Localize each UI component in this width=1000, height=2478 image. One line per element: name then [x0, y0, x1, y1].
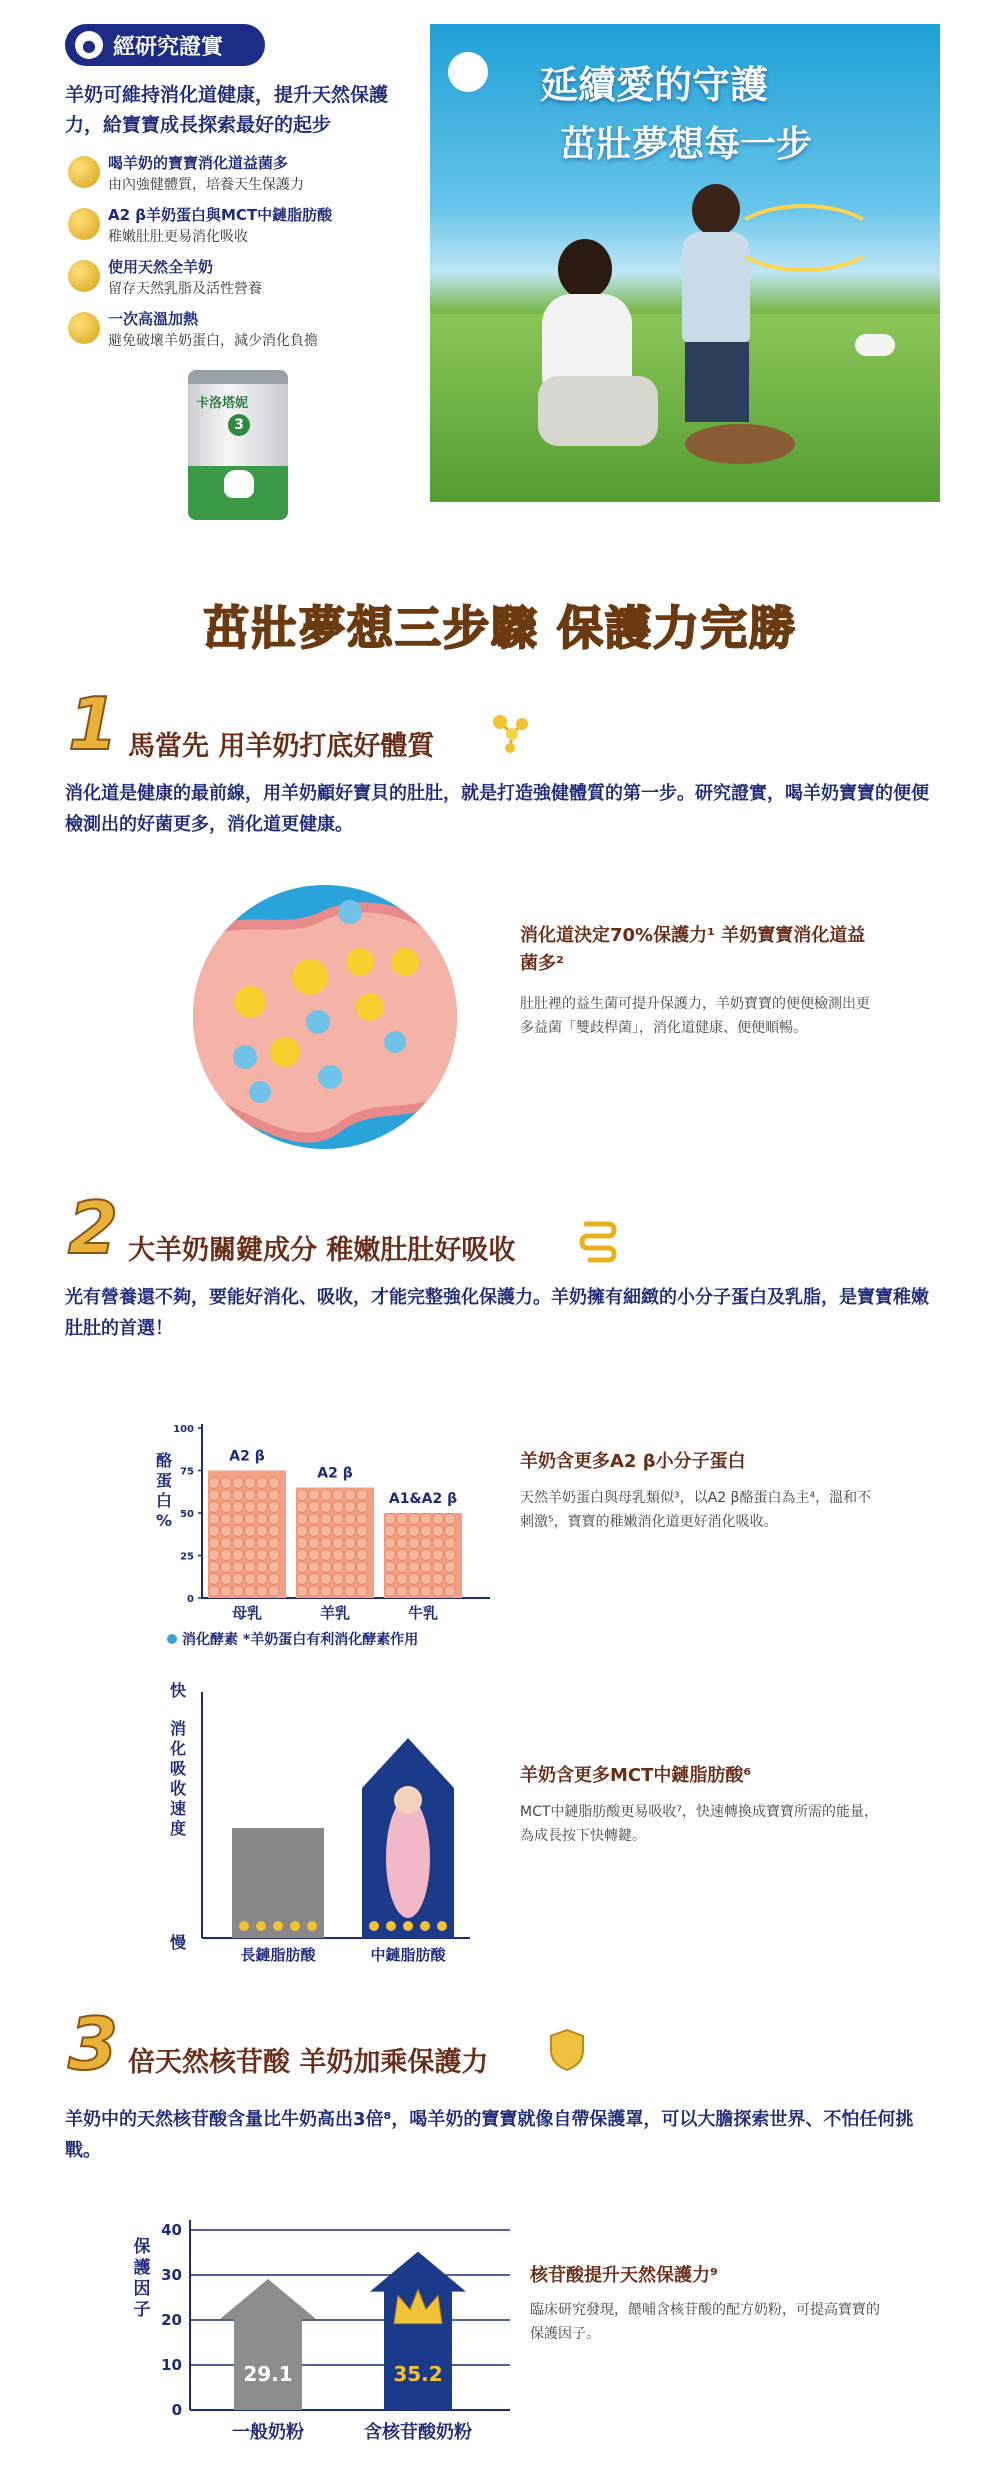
- fat-molecule-dot: [239, 1921, 249, 1931]
- bar-pattern-dot: [321, 1502, 332, 1513]
- bar-pattern-dot: [357, 1574, 368, 1585]
- girl-head: [394, 1786, 422, 1814]
- bar-pattern-dot: [357, 1502, 368, 1513]
- absorption-speed-chart: [150, 1668, 490, 1978]
- bar-pattern-dot: [309, 1574, 320, 1585]
- y-axis-label: 護: [133, 2258, 151, 2278]
- protective-factor-chart: [120, 2190, 520, 2450]
- bar-pattern-dot: [269, 1586, 280, 1597]
- bar-pattern-dot: [409, 1514, 420, 1525]
- bar-pattern-dot: [209, 1490, 220, 1501]
- bar-pattern-dot: [321, 1550, 332, 1561]
- bar-pattern-dot: [309, 1502, 320, 1513]
- bar-pattern-dot: [209, 1550, 220, 1561]
- bar-pattern-dot: [445, 1526, 456, 1537]
- side-text: MCT中鏈脂肪酸更易吸收⁷，快速轉換成寶寶所需的能量，為成長按下快轉鍵。: [520, 1804, 879, 1844]
- feature-title: 使用天然全羊奶: [108, 258, 214, 276]
- bar-pattern-dot: [445, 1574, 456, 1585]
- bar-pattern-dot: [297, 1586, 308, 1597]
- bar-pattern-dot: [233, 1574, 244, 1585]
- bar-pattern-dot: [433, 1562, 444, 1573]
- bar-pattern-dot: [385, 1514, 396, 1525]
- feature-title: 一次高溫加熱: [108, 310, 199, 328]
- section-paragraph: 光有營養還不夠，要能好消化、吸收，才能完整強化保護力。羊奶擁有細緻的小分子蛋白及乳脂，是寶寶稚嫩肚肚的首選！: [65, 1287, 929, 1339]
- bar-pattern-dot: [333, 1574, 344, 1585]
- feature-desc: 稚嫩肚肚更易消化吸收: [108, 229, 248, 245]
- y-tick-label: 0: [171, 2401, 182, 2419]
- bar-pattern-dot: [421, 1526, 432, 1537]
- bar-pattern-dot: [445, 1586, 456, 1597]
- bar-pattern-dot: [245, 1574, 256, 1585]
- side-title: 羊奶含更多MCT中鏈脂肪酸⁶: [520, 1765, 752, 1786]
- feature-item: [68, 152, 398, 204]
- bar-pattern-dot: [221, 1538, 232, 1549]
- bar-pattern-dot: [245, 1502, 256, 1513]
- bar-pattern-dot: [357, 1562, 368, 1573]
- bar-label: A1&A2 β: [388, 1491, 458, 1507]
- hero-slogan-line2: 茁壯夢想每一步: [560, 124, 813, 165]
- bar-pattern-dot: [209, 1526, 220, 1537]
- search-icon: ●: [75, 31, 103, 59]
- bar-pattern-dot: [245, 1538, 256, 1549]
- y-tick-label: 20: [161, 2311, 182, 2329]
- data-label: 35.2: [393, 2362, 443, 2386]
- research-badge: [65, 24, 265, 66]
- intestine-icon: [68, 208, 100, 240]
- bar-pattern-dot: [345, 1526, 356, 1537]
- bar-pattern-dot: [397, 1586, 408, 1597]
- bar-pattern-dot: [345, 1490, 356, 1501]
- bar-pattern-dot: [409, 1538, 420, 1549]
- bar-pattern-dot: [257, 1562, 268, 1573]
- bar-pattern-dot: [257, 1478, 268, 1489]
- bar-pattern-dot: [345, 1586, 356, 1597]
- bar-pattern-dot: [333, 1502, 344, 1513]
- y-axis-label: 子: [133, 2300, 151, 2320]
- bar-pattern-dot: [245, 1514, 256, 1525]
- bar-pattern-dot: [321, 1538, 332, 1549]
- feature-desc: 留存天然乳脂及活性營養: [108, 281, 262, 297]
- y-axis-label: 化: [169, 1739, 187, 1758]
- bar-pattern-dot: [345, 1550, 356, 1561]
- bar-pattern-dot: [385, 1538, 396, 1549]
- badge-label: 經研究證實: [113, 34, 224, 60]
- bar-pattern-dot: [321, 1526, 332, 1537]
- bar-pattern-dot: [209, 1478, 220, 1489]
- x-tick-label: 一般奶粉: [232, 2422, 304, 2443]
- bar-pattern-dot: [333, 1514, 344, 1525]
- bar-pattern-dot: [209, 1586, 220, 1597]
- heart-icon: [68, 312, 100, 344]
- fat-molecule-dot: [403, 1921, 413, 1931]
- y-axis-top-label: 快: [169, 1681, 187, 1700]
- bar-pattern-dot: [345, 1514, 356, 1525]
- bar-pattern-dot: [245, 1478, 256, 1489]
- bar-pattern-dot: [269, 1538, 280, 1549]
- bar: [220, 2279, 316, 2410]
- bar-pattern-dot: [445, 1550, 456, 1561]
- bar-pattern-dot: [345, 1502, 356, 1513]
- bar-pattern-dot: [333, 1586, 344, 1597]
- side-title: 羊奶含更多A2 β小分子蛋白: [520, 1451, 746, 1472]
- y-tick-label: 100: [173, 1424, 194, 1435]
- bar-pattern-dot: [397, 1574, 408, 1585]
- bar-pattern-dot: [221, 1502, 232, 1513]
- bar-pattern-dot: [321, 1562, 332, 1573]
- bar-pattern-dot: [433, 1586, 444, 1597]
- bar-pattern-dot: [309, 1526, 320, 1537]
- fat-molecule-dot: [290, 1921, 300, 1931]
- bar-pattern-dot: [309, 1514, 320, 1525]
- bar-pattern-dot: [269, 1526, 280, 1537]
- bar-pattern-dot: [397, 1538, 408, 1549]
- bar-pattern-dot: [257, 1586, 268, 1597]
- fat-molecule-dot: [420, 1921, 430, 1931]
- feature-desc: 由內強健體質，培養天生保護力: [108, 177, 304, 193]
- bar-pattern-dot: [297, 1526, 308, 1537]
- girl-figure: [386, 1798, 430, 1918]
- bar-pattern-dot: [209, 1538, 220, 1549]
- bar-pattern-dot: [357, 1550, 368, 1561]
- bar-pattern-dot: [409, 1574, 420, 1585]
- bar-pattern-dot: [257, 1526, 268, 1537]
- goat-mascot-icon: [448, 52, 488, 92]
- data-label: 29.1: [243, 2362, 293, 2386]
- fat-molecule-dot: [437, 1921, 447, 1931]
- bar-pattern-dot: [333, 1550, 344, 1561]
- bar-pattern-dot: [421, 1550, 432, 1561]
- y-axis-label: 度: [169, 1819, 187, 1838]
- bar-pattern-dot: [221, 1478, 232, 1489]
- y-axis-label: 速: [169, 1799, 187, 1818]
- bar-pattern-dot: [257, 1574, 268, 1585]
- bar-label: A2 β: [229, 1448, 265, 1465]
- goat-icon: [224, 470, 254, 498]
- bar-pattern-dot: [433, 1526, 444, 1537]
- bar-pattern-dot: [233, 1490, 244, 1501]
- x-tick-label: 牛乳: [407, 1604, 439, 1622]
- y-tick-label: 10: [161, 2356, 182, 2374]
- section-title: 馬當先 用羊奶打底好體質: [128, 731, 435, 762]
- milk-drop-icon: [68, 260, 100, 292]
- y-tick-label: 25: [180, 1551, 194, 1563]
- y-axis-label: 蛋: [155, 1471, 173, 1490]
- bar-pattern-dot: [421, 1562, 432, 1573]
- bar-pattern-dot: [385, 1586, 396, 1597]
- bar-pattern-dot: [297, 1574, 308, 1585]
- intestine-icon: [578, 1216, 618, 1264]
- bar-pattern-dot: [321, 1586, 332, 1597]
- x-tick-label: 羊乳: [319, 1604, 351, 1622]
- molecule-icon: [488, 710, 532, 754]
- bar-pattern-dot: [269, 1490, 280, 1501]
- bar-pattern-dot: [397, 1550, 408, 1561]
- bar-pattern-dot: [433, 1538, 444, 1549]
- y-axis-label: 因: [133, 2279, 151, 2299]
- bar-pattern-dot: [269, 1514, 280, 1525]
- feature-item: [68, 204, 398, 256]
- feature-item: [68, 308, 398, 360]
- bar-pattern-dot: [257, 1514, 268, 1525]
- y-axis-label: 保: [133, 2237, 151, 2257]
- can-stage: 3: [228, 414, 250, 436]
- bar-pattern-dot: [333, 1562, 344, 1573]
- side-text: 肚肚裡的益生菌可提升保護力，羊奶寶寶的便便檢測出更多益菌「雙歧桿菌」，消化道健康、便便順暢。: [520, 996, 870, 1036]
- bar-pattern-dot: [433, 1550, 444, 1561]
- bar-pattern-dot: [245, 1550, 256, 1561]
- can-brand: 卡洛塔妮: [196, 396, 249, 411]
- bar-pattern-dot: [297, 1502, 308, 1513]
- bar-pattern-dot: [433, 1574, 444, 1585]
- bar-pattern-dot: [333, 1490, 344, 1501]
- tree-stump: [685, 424, 795, 464]
- bar-pattern-dot: [433, 1514, 444, 1525]
- bar-pattern-dot: [257, 1502, 268, 1513]
- bar-pattern-dot: [321, 1514, 332, 1525]
- bar-pattern-dot: [397, 1526, 408, 1537]
- section-paragraph: 羊奶中的天然核苷酸含量比牛奶高出3倍⁸，喝羊奶的寶寶就像自帶保護罩，可以大膽探索世界、不怕任何挑戰。: [65, 2109, 914, 2161]
- bar-pattern-dot: [397, 1514, 408, 1525]
- shield-icon: [68, 156, 100, 188]
- mother-figure: [558, 239, 612, 299]
- bar-pattern-dot: [321, 1490, 332, 1501]
- fat-molecule-dot: [273, 1921, 283, 1931]
- x-tick-label: 含核苷酸奶粉: [364, 2422, 472, 2443]
- product-can: [188, 370, 288, 520]
- bar-pattern-dot: [221, 1550, 232, 1561]
- y-axis-label: 吸: [169, 1759, 187, 1778]
- bar-pattern-dot: [445, 1514, 456, 1525]
- bar-pattern-dot: [409, 1526, 420, 1537]
- bar-label: A2 β: [317, 1465, 353, 1482]
- section-number: 2: [68, 1186, 119, 1270]
- bar-pattern-dot: [409, 1562, 420, 1573]
- section-title: 大羊奶關鍵成分 稚嫩肚肚好吸收: [128, 1235, 516, 1266]
- bar-pattern-dot: [221, 1586, 232, 1597]
- bar-pattern-dot: [357, 1490, 368, 1501]
- bar-pattern-dot: [357, 1526, 368, 1537]
- bar-pattern-dot: [421, 1574, 432, 1585]
- bar-pattern-dot: [297, 1514, 308, 1525]
- y-tick-label: 50: [180, 1509, 194, 1520]
- bar-pattern-dot: [309, 1490, 320, 1501]
- bar-pattern-dot: [209, 1574, 220, 1585]
- bar-pattern-dot: [245, 1562, 256, 1573]
- feature-desc: 避免破壞羊奶蛋白，減少消化負擔: [108, 333, 318, 349]
- y-axis-label: 收: [169, 1779, 187, 1798]
- bar-pattern-dot: [357, 1538, 368, 1549]
- main-heading: 茁壯夢想三步驟 保護力完勝: [202, 601, 797, 655]
- y-axis-bottom-label: 慢: [169, 1933, 187, 1952]
- bar-pattern-dot: [409, 1550, 420, 1561]
- bar-pattern-dot: [221, 1490, 232, 1501]
- intro-text: 羊奶可維持消化道健康，提升天然保護力，給寶寶成長探索最好的起步: [65, 84, 389, 136]
- shield-icon: [548, 2028, 586, 2072]
- bar-pattern-dot: [397, 1562, 408, 1573]
- side-text: 天然羊奶蛋白與母乳類似³，以A2 β酪蛋白為主⁴，溫和不刺激⁵，寶寶的稚嫩消化道更好消化吸收。: [520, 1490, 872, 1530]
- bar-pattern-dot: [445, 1538, 456, 1549]
- bar-pattern-dot: [357, 1514, 368, 1525]
- bar-pattern-dot: [209, 1562, 220, 1573]
- x-tick-label: 母乳: [231, 1604, 263, 1622]
- bar-pattern-dot: [297, 1550, 308, 1561]
- sparkle-swirl: [730, 204, 878, 272]
- section-number: 1: [68, 682, 119, 766]
- bar-pattern-dot: [357, 1586, 368, 1597]
- hero-image: [430, 24, 940, 502]
- bar-pattern-dot: [309, 1538, 320, 1549]
- bar-pattern-dot: [409, 1586, 420, 1597]
- bar-pattern-dot: [385, 1562, 396, 1573]
- y-axis-label: 白: [155, 1491, 173, 1510]
- bar-pattern-dot: [385, 1550, 396, 1561]
- y-tick-label: 30: [161, 2266, 182, 2284]
- bar-pattern-dot: [245, 1526, 256, 1537]
- bar-pattern-dot: [233, 1562, 244, 1573]
- bar-pattern-dot: [233, 1502, 244, 1513]
- section-title: 倍天然核苷酸 羊奶加乘保護力: [128, 2047, 489, 2078]
- y-tick-label: 75: [180, 1466, 194, 1478]
- casein-chart: [150, 1378, 500, 1648]
- y-tick-label: 0: [187, 1594, 194, 1605]
- x-tick-label: 中鏈脂肪酸: [370, 1946, 446, 1964]
- fat-molecule-dot: [386, 1921, 396, 1931]
- bar-pattern-dot: [233, 1586, 244, 1597]
- feature-item: [68, 256, 398, 308]
- bar-pattern-dot: [421, 1514, 432, 1525]
- x-tick-label: 長鏈脂肪酸: [240, 1946, 316, 1964]
- feature-title: A2 β羊奶蛋白與MCT中鏈脂肪酸: [108, 206, 333, 224]
- bar-pattern-dot: [269, 1574, 280, 1585]
- side-title: 消化道決定70%保護力¹ 羊奶寶寶消化道益菌多²: [520, 925, 866, 974]
- bar-pattern-dot: [269, 1502, 280, 1513]
- bar-pattern-dot: [245, 1490, 256, 1501]
- legend-text: 消化酵素 *羊奶蛋白有利消化酵素作用: [182, 1632, 419, 1648]
- bar-pattern-dot: [309, 1550, 320, 1561]
- bar-pattern-dot: [269, 1478, 280, 1489]
- bar-pattern-dot: [333, 1538, 344, 1549]
- bar-pattern-dot: [233, 1526, 244, 1537]
- bar-pattern-dot: [233, 1514, 244, 1525]
- y-axis-label: 消: [169, 1719, 187, 1738]
- bar-pattern-dot: [333, 1526, 344, 1537]
- goat-icon: [855, 334, 895, 356]
- bar-pattern-dot: [297, 1538, 308, 1549]
- bar-pattern-dot: [321, 1574, 332, 1585]
- feature-title: 喝羊奶的寶寶消化道益菌多: [108, 154, 289, 172]
- bar-pattern-dot: [445, 1562, 456, 1573]
- side-text: 臨床研究發現，餵哺含核苷酸的配方奶粉，可提高寶寶的保護因子。: [530, 2302, 880, 2342]
- y-axis-label: %: [155, 1511, 173, 1530]
- bar-pattern-dot: [345, 1562, 356, 1573]
- bar-pattern-dot: [209, 1502, 220, 1513]
- bar-pattern-dot: [233, 1478, 244, 1489]
- bar-pattern-dot: [257, 1538, 268, 1549]
- bar-pattern-dot: [221, 1574, 232, 1585]
- bar-pattern-dot: [385, 1526, 396, 1537]
- fat-molecule-dot: [256, 1921, 266, 1931]
- bar-pattern-dot: [309, 1586, 320, 1597]
- legend-marker: [167, 1634, 177, 1644]
- bar-pattern-dot: [221, 1562, 232, 1573]
- bar-pattern-dot: [297, 1562, 308, 1573]
- y-axis-label: 酪: [155, 1451, 173, 1470]
- bar-pattern-dot: [257, 1490, 268, 1501]
- bar-pattern-dot: [233, 1538, 244, 1549]
- bar-pattern-dot: [233, 1550, 244, 1561]
- bar-pattern-dot: [345, 1538, 356, 1549]
- bar-pattern-dot: [421, 1538, 432, 1549]
- bar-pattern-dot: [209, 1514, 220, 1525]
- fat-molecule-dot: [369, 1921, 379, 1931]
- bar-pattern-dot: [257, 1550, 268, 1561]
- hero-slogan-line1: 延續愛的守護: [540, 63, 769, 107]
- bar-pattern-dot: [221, 1526, 232, 1537]
- bar-pattern-dot: [309, 1562, 320, 1573]
- section-number: 3: [68, 2002, 119, 2086]
- bar-pattern-dot: [245, 1586, 256, 1597]
- section-paragraph: 消化道是健康的最前線，用羊奶顧好寶貝的肚肚，就是打造強健體質的第一步。研究證實，喝羊奶寶寶的便便檢測出的好菌更多，消化道更健康。: [65, 783, 929, 835]
- bar-pattern-dot: [421, 1586, 432, 1597]
- y-tick-label: 40: [161, 2221, 182, 2239]
- bar-pattern-dot: [345, 1574, 356, 1585]
- bar-pattern-dot: [221, 1514, 232, 1525]
- bar-pattern-dot: [269, 1550, 280, 1561]
- gut-illustration: [190, 882, 460, 1152]
- bar-pattern-dot: [385, 1574, 396, 1585]
- fat-molecule-dot: [307, 1921, 317, 1931]
- bar-pattern-dot: [297, 1490, 308, 1501]
- side-title: 核苷酸提升天然保護力⁹: [530, 2265, 718, 2286]
- bar-pattern-dot: [269, 1562, 280, 1573]
